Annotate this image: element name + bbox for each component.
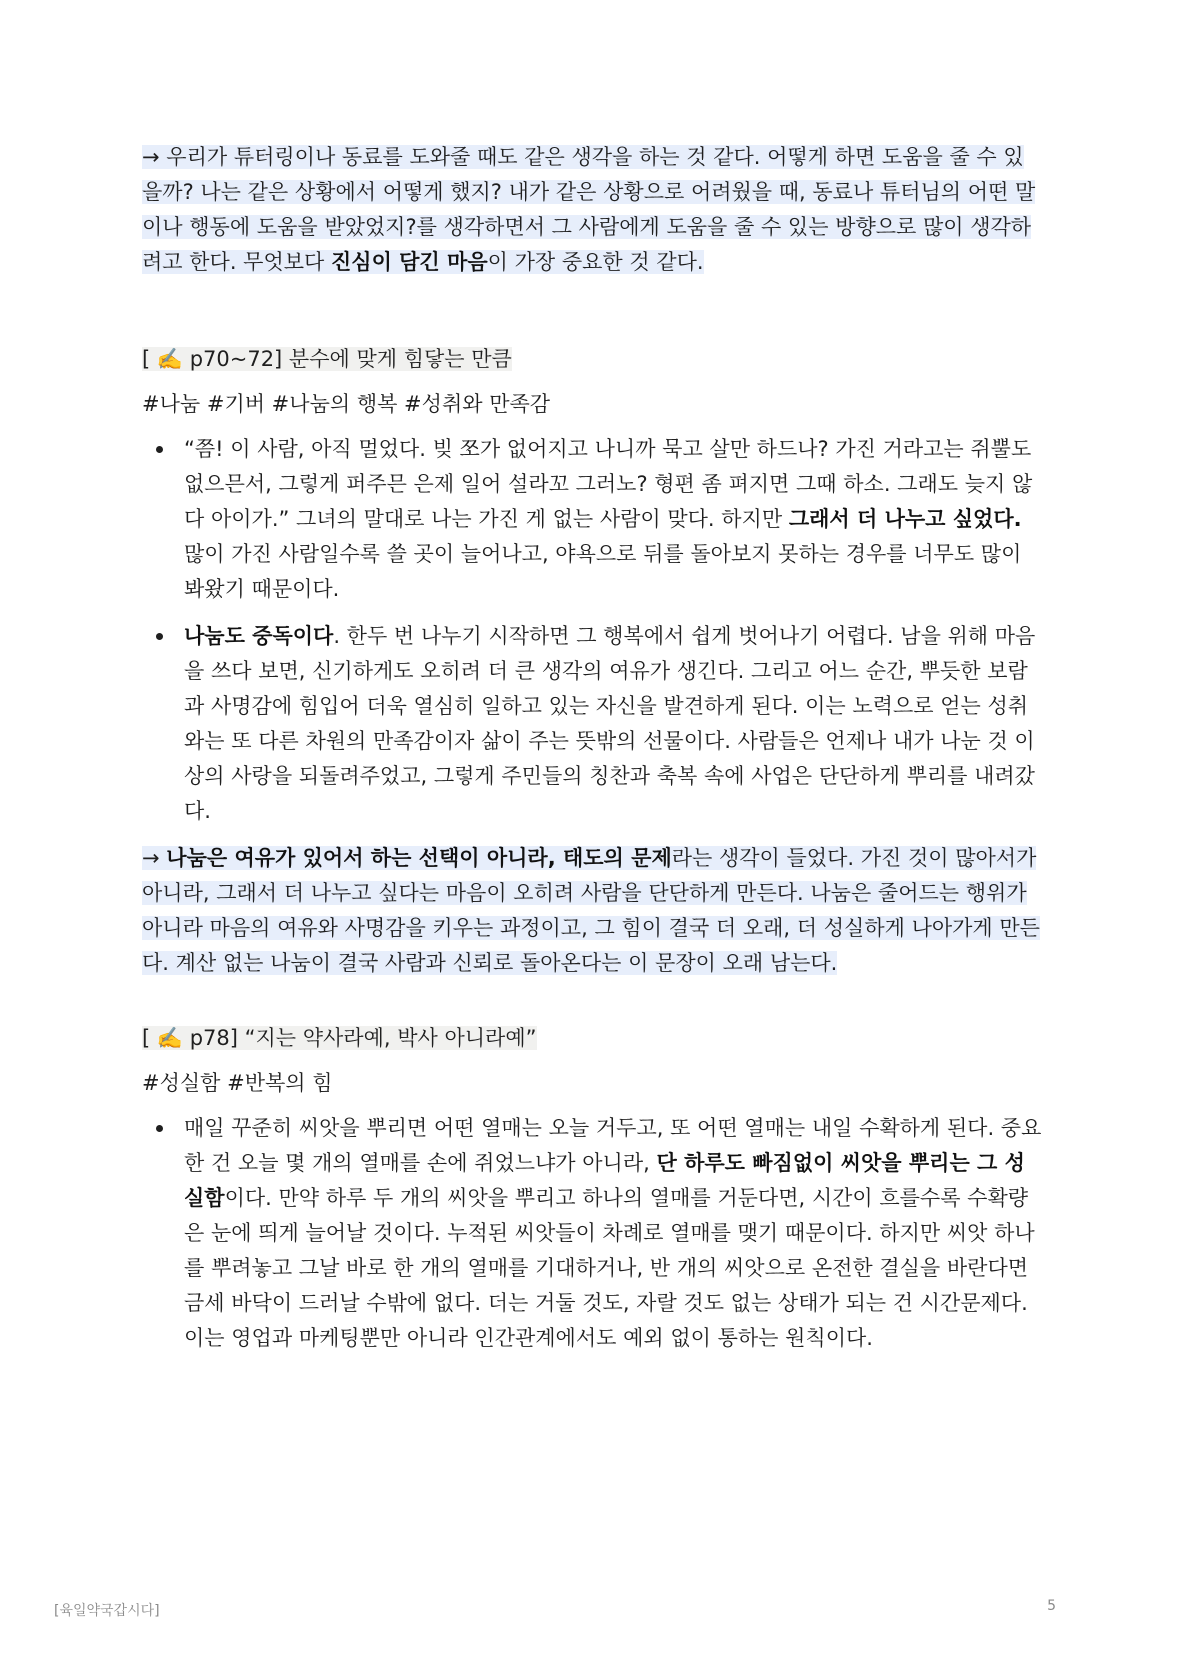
section-heading-p70: [ ✍️ p70~72] 분수에 맞게 힘닿는 만큼 [142, 347, 512, 371]
list-item: 나눔도 중독이다. 한두 번 나누기 시작하면 그 행복에서 쉽게 벗어나기 어렵다. 남을 위해 마음을 쓰다 보면, 신기하게도 오히려 더 큰 생각의 여유가 생긴다. 그리고 어느 순간, 뿌듯한 보람과 사명감에 힘입어 더욱 열심히 일하고 있는 자신을 발견하게 된다. 이는 노력으로 얻는 성취와는 또 다른 차원의 만족감이자 삶이 주는 뜻밖의 선물이다. 사람들은 언제나 내가 나눈 것 이상의 사랑을 되돌려주었고, 그렇게 주민들의 칭찬과 축복 속에 사업은 단단하게 뿌리를 내려갔다. [142, 619, 1042, 829]
page-number: 5 [1047, 1598, 1056, 1614]
list-item: “쯤! 이 사람, 아직 멀었다. 빚 쪼가 없어지고 나니까 묵고 살만 하드나? 가진 거라고는 쥐뿔도 없으믄서, 그렇게 퍼주믄 은제 일어 설라꼬 그러노? 형편 좀 펴지면 그때 하소. 그래도 늦지 않다 아이가.” 그녀의 말대로 나는 가진 게 없는 사람이 맞다. 하지만 그래서 더 나누고 싶었다. 많이 가진 사람일수록 쓸 곳이 늘어나고, 야욕으로 뒤를 돌아보지 못하는 경우를 너무도 많이 봐왔기 때문이다. [142, 432, 1042, 607]
highlight-text: → 우리가 튜터링이나 동료를 도와줄 때도 같은 생각을 하는 것 같다. 어떻게 하면 도움을 줄 수 있을까? 나는 같은 상황에서 어떻게 했지? 내가 같은 상황으로 어려웠을 때, 동료나 튜터님의 어떤 말이나 행동에 도움을 받았었지?를 생각하면서 그 사람에게 도움을 줄 수 있는 방향으로 많이 생각하려고 한다. 무엇보다 진심이 담긴 마음이 가장 중요한 것 같다. [142, 145, 1036, 274]
list-item: 매일 꾸준히 씨앗을 뿌리면 어떤 열매는 오늘 거두고, 또 어떤 열매는 내일 수확하게 된다. 중요한 건 오늘 몇 개의 열매를 손에 쥐었느냐가 아니라, 단 하루도 빠짐없이 씨앗을 뿌리는 그 성실함이다. 만약 하루 두 개의 씨앗을 뿌리고 하나의 열매를 거둔다면, 시간이 흐를수록 수확량은 눈에 띄게 늘어날 것이다. 누적된 씨앗들이 차례로 열매를 맺기 때문이다. 하지만 씨앗 하나를 뿌려놓고 그날 바로 한 개의 열매를 기대하거나, 반 개의 씨앗으로 온전한 결실을 바란다면 금세 바닥이 드러날 수밖에 없다. 더는 거둘 것도, 자랄 것도 없는 상태가 되는 건 시간문제다. 이는 영업과 마케팅뿐만 아니라 인간관계에서도 예외 없이 통하는 원칙이다. [142, 1111, 1042, 1356]
bullet-list-p78 [142, 1111, 1042, 1356]
bullet-list-p70 [142, 432, 1042, 829]
section-heading-p78: [ ✍️ p78] “지는 약사라예, 박사 아니라예” [142, 1026, 537, 1050]
footer-title: [육일약국갑시다] [54, 1603, 160, 1619]
reflection-paragraph-1 [142, 140, 1042, 280]
bullet-icon [156, 633, 163, 640]
document-body [142, 140, 1042, 1368]
tags-p70: #나눔 #기버 #나눔의 행복 #성취와 만족감 [142, 392, 551, 416]
bullet-icon [156, 1125, 163, 1132]
bullet-icon [156, 446, 163, 453]
highlight-text: → 나눔은 여유가 있어서 하는 선택이 아니라, 태도의 문제라는 생각이 들었다. 가진 것이 많아서가 아니라, 그래서 더 나누고 싶다는 마음이 오히려 사람을 단단하게 만든다. 나눔은 줄어드는 행위가 아니라 마음의 여유와 사명감을 키우는 과정이고, 그 힘이 결국 더 오래, 더 성실하게 나아가게 만든다. 계산 없는 나눔이 결국 사람과 신뢰로 돌아온다는 이 문장이 오래 남는다. [142, 846, 1040, 975]
reflection-paragraph-2 [142, 841, 1042, 981]
tags-p78: #성실함 #반복의 힘 [142, 1071, 333, 1095]
